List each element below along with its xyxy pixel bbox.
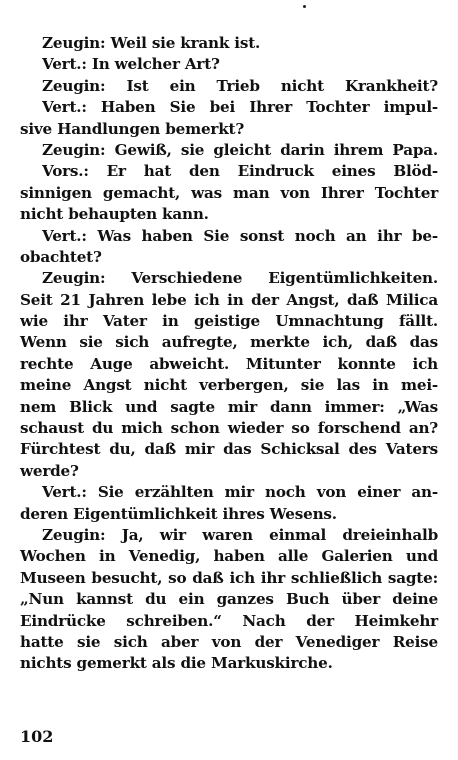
text-line: Zeugin: Gewiß, sie gleicht darin ihrem Papa. <box>42 140 438 159</box>
text-line: Zeugin: Ist ein Trieb nicht Krankheit? <box>42 76 438 95</box>
text-line: Zeugin: Ja, wir waren einmal dreieinhalb <box>42 525 438 544</box>
text-line: Vert.: Haben Sie bei Ihrer Tochter impul- <box>42 98 438 117</box>
text-line: sive Handlungen bemerkt? <box>20 119 245 138</box>
text-line: Vors.: Er hat den Eindruck eines Blöd- <box>42 162 438 181</box>
text-line: „Nun kannst du ein ganzes Buch über deine <box>20 590 438 609</box>
page-number: 102 <box>20 727 54 746</box>
text-line: wie ihr Vater in geistige Umnachtung fällt. <box>20 312 438 331</box>
text-line: Vert.: Sie erzählten mir noch von einer an- <box>42 483 438 502</box>
text-line: nem Blick und sagte mir dann immer: „Was <box>20 397 438 416</box>
text-line: Vert.: In welcher Art? <box>42 55 220 74</box>
text-line: Eindrücke schreiben.“ Nach der Heimkehr <box>20 611 438 630</box>
text-line: rechte Auge abweicht. Mitunter konnte ich <box>20 354 438 373</box>
page-speck <box>303 5 306 8</box>
text-line: Vert.: Was haben Sie sonst noch an ihr be- <box>42 226 438 245</box>
text-line: Seit 21 Jahren lebe ich in der Angst, daß Milica <box>20 290 438 309</box>
text-line: nicht behaupten kann. <box>20 205 209 224</box>
text-line: nichts gemerkt als die Markuskirche. <box>20 654 333 673</box>
text-line: schaust du mich schon wieder so forschend an? <box>20 419 438 438</box>
text-line: meine Angst nicht verbergen, sie las in mei- <box>20 376 438 395</box>
text-line: Museen besucht, so daß ich ihr schließlich sagte: <box>20 568 438 587</box>
text-line: Wenn sie sich aufregte, merkte ich, daß das <box>20 333 438 352</box>
page-body <box>20 33 438 675</box>
text-line: Fürchtest du, daß mir das Schicksal des Vaters <box>20 440 438 459</box>
text-line: obachtet? <box>20 247 102 266</box>
text-line: deren Eigentümlichkeit ihres Wesens. <box>20 504 337 523</box>
text-line: werde? <box>20 461 79 480</box>
text-line: Zeugin: Verschiedene Eigentümlichkeiten. <box>42 269 438 288</box>
text-line: Zeugin: Weil sie krank ist. <box>42 34 261 52</box>
text-line: Wochen in Venedig, haben alle Galerien und <box>20 547 438 566</box>
text-line: sinnigen gemacht, was man von Ihrer Tochter <box>20 183 438 202</box>
text-line: hatte sie sich aber von der Venediger Reise <box>20 632 438 651</box>
